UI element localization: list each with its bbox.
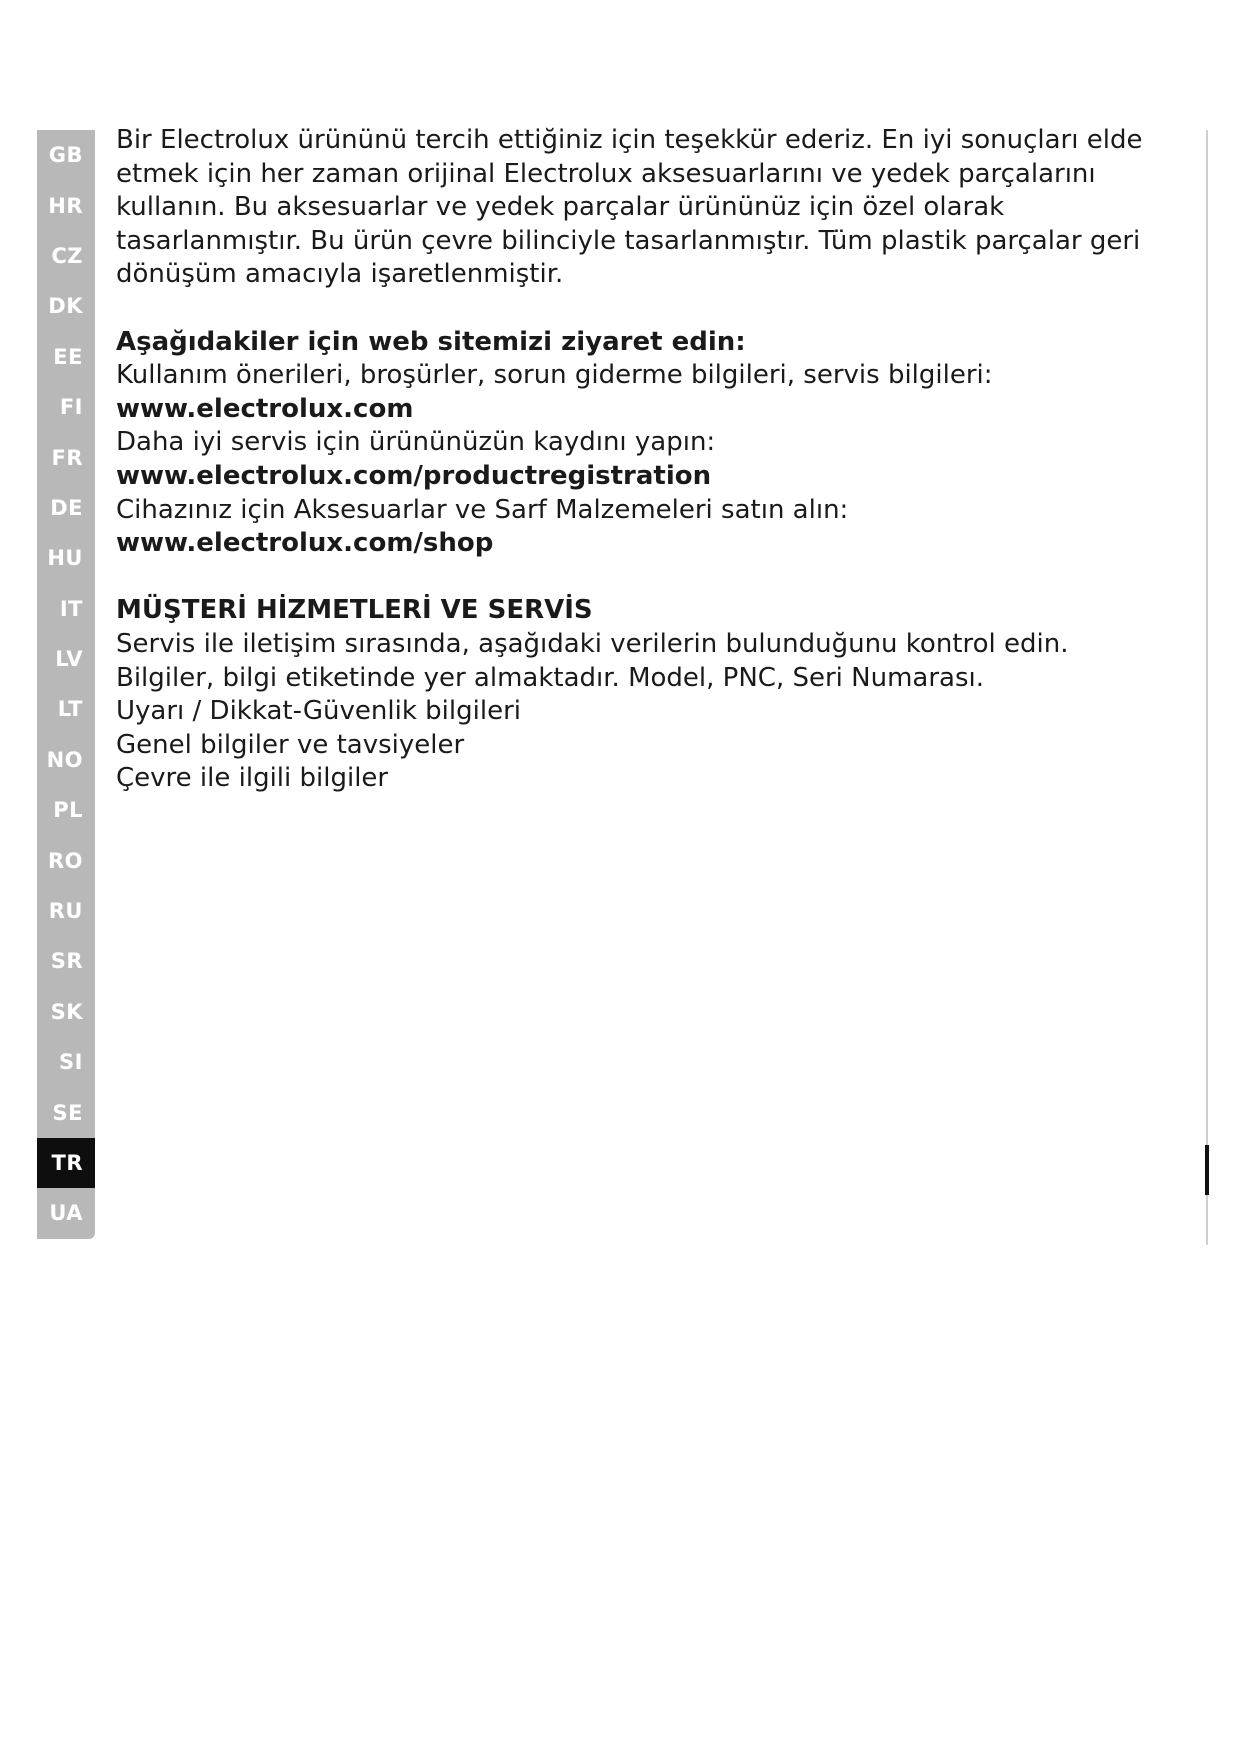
register-text: Daha iyi servis için ürününüzün kaydını yapın: (116, 427, 716, 458)
service-line: Servis ile iletişim sırasında, aşağıdaki verilerin bulunduğunu kontrol edin. (116, 628, 1069, 659)
language-tab-se: SE (52, 1100, 83, 1125)
language-tab-gb: GB (48, 143, 83, 168)
intro-line: etmek için her zaman orijinal Electrolux aksesuarlarını ve yedek parçalarını (116, 158, 1096, 189)
language-tab-si: SI (59, 1050, 83, 1075)
language-tab-lt: LT (57, 697, 83, 722)
language-tab-ee: EE (53, 344, 83, 369)
language-tab-dk: DK (48, 294, 83, 319)
service-heading: MÜŞTERİ HİZMETLERİ VE SERVİS (116, 595, 593, 626)
usage-link[interactable]: www.electrolux.com (116, 393, 414, 424)
language-tab-bar (37, 130, 95, 1239)
language-tab-pl: PL (53, 798, 83, 823)
language-tab-hr: HR (48, 193, 83, 218)
language-tab-de: DE (50, 495, 83, 520)
language-tab-tr-active: TR (37, 1138, 95, 1188)
language-tab-sr: SR (50, 949, 83, 974)
language-tab-fr: FR (51, 445, 83, 470)
language-tab-no: NO (46, 747, 83, 772)
language-tab-ua: UA (49, 1201, 83, 1226)
intro-line: dönüşüm amacıyla işaretlenmiştir. (116, 259, 564, 290)
right-margin-rule (1206, 130, 1208, 1245)
intro-line: tasarlanmıştır. Bu ürün çevre bilinciyle tasarlanmıştır. Tüm plastik parçalar geri (116, 225, 1141, 256)
service-line: Çevre ile ilgili bilgiler (116, 763, 389, 794)
shop-text: Cihazınız için Aksesuarlar ve Sarf Malzemeleri satın alın: (116, 494, 849, 525)
service-line: Uyarı / Dikkat-Güvenlik bilgileri (116, 696, 521, 727)
language-tab-hu: HU (47, 546, 83, 571)
language-tab-ru: RU (48, 899, 83, 924)
service-line: Genel bilgiler ve tavsiyeler (116, 729, 465, 760)
register-link[interactable]: www.electrolux.com/productregistration (116, 460, 712, 491)
language-tab-ro: RO (47, 848, 83, 873)
language-tab-cz: CZ (51, 243, 83, 268)
website-heading: Aşağıdakiler için web sitemizi ziyaret edin: (116, 326, 746, 357)
language-tab-it: IT (59, 596, 83, 621)
service-line: Bilgiler, bilgi etiketinde yer almaktadır. Model, PNC, Seri Numarası. (116, 662, 985, 693)
section-marker (1205, 1145, 1209, 1195)
intro-line: Bir Electrolux ürününü tercih ettiğiniz için teşekkür ederiz. En iyi sonuçları elde (116, 125, 1143, 155)
language-tab-fi: FI (59, 395, 83, 420)
language-tab-lv: LV (55, 647, 83, 672)
document-body (116, 124, 1176, 796)
usage-text: Kullanım önerileri, broşürler, sorun giderme bilgileri, servis bilgileri: (116, 360, 993, 391)
shop-link[interactable]: www.electrolux.com/shop (116, 528, 494, 559)
language-tab-sk: SK (50, 999, 83, 1024)
intro-line: kullanın. Bu aksesuarlar ve yedek parçalar ürününüz için özel olarak (116, 192, 1005, 223)
